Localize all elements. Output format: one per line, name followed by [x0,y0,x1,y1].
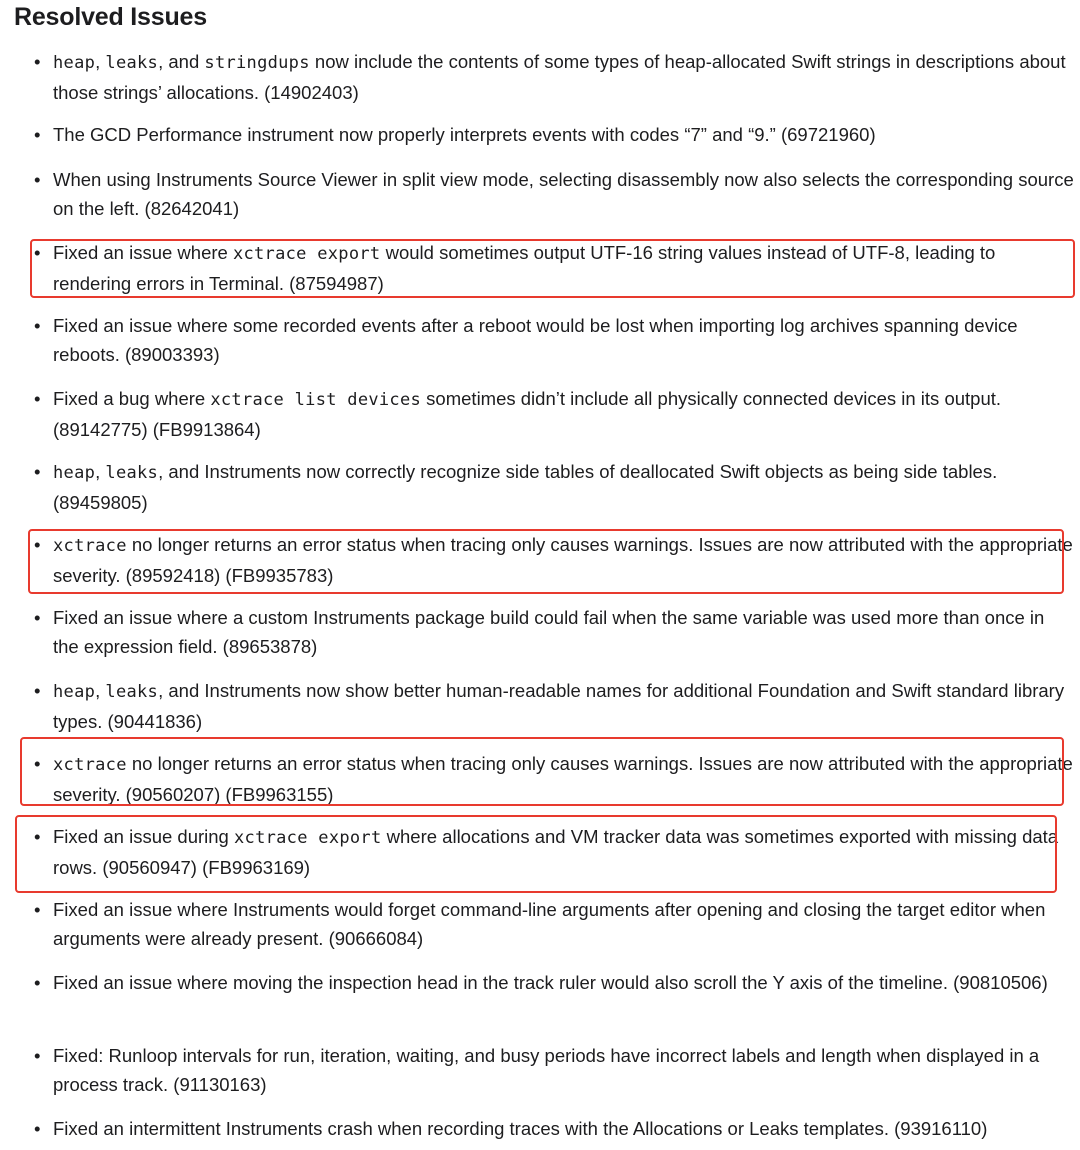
text-segment: Fixed an intermittent Instruments crash when recording traces with the Allocations or Leaks templates. (93916110) [53,1118,988,1139]
code-term: heap [53,682,96,702]
text-segment: sometimes didn’t include all physically connected devices in its output. (89142775) (FB9913864) [53,388,1002,440]
issue-item [34,895,1074,953]
issue-item [34,1041,1074,1099]
code-term: heap [53,53,96,73]
text-segment: , and [158,51,205,72]
issue-text [53,822,1074,882]
text-segment: Fixed an issue where [53,242,233,263]
bullet-icon: • [34,315,41,336]
text-segment: now include the contents of some types of heap-allocated Swift strings in descriptions about those strings’ allocations. (14902403) [53,51,1066,103]
issue-text [53,968,1074,997]
bullet-icon: • [34,388,41,409]
issue-item [34,822,1074,882]
text-segment: where allocations and VM tracker data was sometimes exported with missing data rows. (90560947) (FB9963169) [53,826,1059,878]
issue-text [53,603,1074,661]
text-segment: , and Instruments now correctly recognize side tables of deallocated Swift objects as being side tables. (89459805) [53,461,998,513]
code-term: xctrace export [232,244,381,264]
code-term: stringdups [204,53,310,73]
issue-text [53,165,1074,223]
issue-item [34,384,1074,444]
text-segment: , and Instruments now show better human-readable names for additional Foundation and Swift standard library types. (90441836) [53,680,1065,732]
text-segment: Fixed an issue where some recorded events after a reboot would be lost when importing log archives spanning device reboots. (89003393) [53,315,1018,365]
issue-text [53,676,1074,736]
issue-item [34,238,1074,298]
bullet-icon: • [34,1045,41,1066]
text-segment: , [95,51,106,72]
bullet-icon: • [34,534,41,555]
issue-item [34,603,1074,661]
code-term: leaks [105,682,159,702]
issue-text [53,311,1074,369]
text-segment: The GCD Performance instrument now properly interprets events with codes “7” and “9.” (69721960) [53,124,876,145]
bullet-icon: • [34,124,41,145]
issue-text [53,895,1074,953]
issue-text [53,384,1074,444]
code-term: leaks [105,53,159,73]
text-segment: Fixed an issue where a custom Instruments package build could fail when the same variable was used more than once in the expression field. (89653878) [53,607,1045,657]
text-segment: Fixed an issue where moving the inspection head in the track ruler would also scroll the Y axis of the timeline. (90810506) [53,972,1048,993]
issue-text [53,238,1074,298]
text-segment: , [95,461,106,482]
issue-text [53,1114,1074,1143]
text-segment: would sometimes output UTF-16 string values instead of UTF-8, leading to rendering errors in Terminal. (87594987) [53,242,996,294]
bullet-icon: • [34,51,41,72]
issue-text [53,47,1074,107]
text-segment: Fixed an issue during [53,826,234,847]
code-term: xctrace [53,536,127,556]
text-segment: When using Instruments Source Viewer in split view mode, selecting disassembly now also selects the corresponding source on the left. (82642041) [53,169,1074,219]
issue-item [34,47,1074,107]
bullet-icon: • [34,972,41,993]
issue-item [34,120,1074,149]
text-segment: Fixed an issue where Instruments would forget command-line arguments after opening and closing the target editor when arguments were already present. (90666084) [53,899,1046,949]
issue-item [34,530,1074,590]
code-term: xctrace export [234,828,382,848]
bullet-icon: • [34,461,41,482]
text-segment: , [95,680,106,701]
bullet-icon: • [34,169,41,190]
bullet-icon: • [34,826,41,847]
issue-item [34,676,1074,736]
text-segment: Fixed a bug where [53,388,211,409]
bullet-icon: • [34,242,41,263]
bullet-icon: • [34,899,41,920]
bullet-icon: • [34,753,41,774]
issue-item [34,1114,1074,1143]
issue-item [34,457,1074,517]
issue-text [53,749,1074,809]
issue-item [34,165,1074,223]
bullet-icon: • [34,680,41,701]
issue-text [53,530,1074,590]
issue-item [34,311,1074,369]
issue-text [53,120,1074,149]
code-term: xctrace [53,755,127,775]
section-title: Resolved Issues [14,3,207,31]
code-term: leaks [105,463,159,483]
issue-item [34,968,1074,997]
bullet-icon: • [34,607,41,628]
code-term: heap [53,463,96,483]
text-segment: no longer returns an error status when tracing only causes warnings. Issues are now attributed with the appropriate severity. (90560207) (FB9963155) [53,753,1073,805]
issue-text [53,1041,1074,1099]
text-segment: Fixed: Runloop intervals for run, iteration, waiting, and busy periods have incorrect labels and length when displayed in a process track. (91130163) [53,1045,1040,1095]
issue-text [53,457,1074,517]
text-segment: no longer returns an error status when tracing only causes warnings. Issues are now attributed with the appropriate severity. (89592418) (FB9935783) [53,534,1073,586]
code-term: xctrace list devices [210,390,422,410]
issue-item [34,749,1074,809]
bullet-icon: • [34,1118,41,1139]
